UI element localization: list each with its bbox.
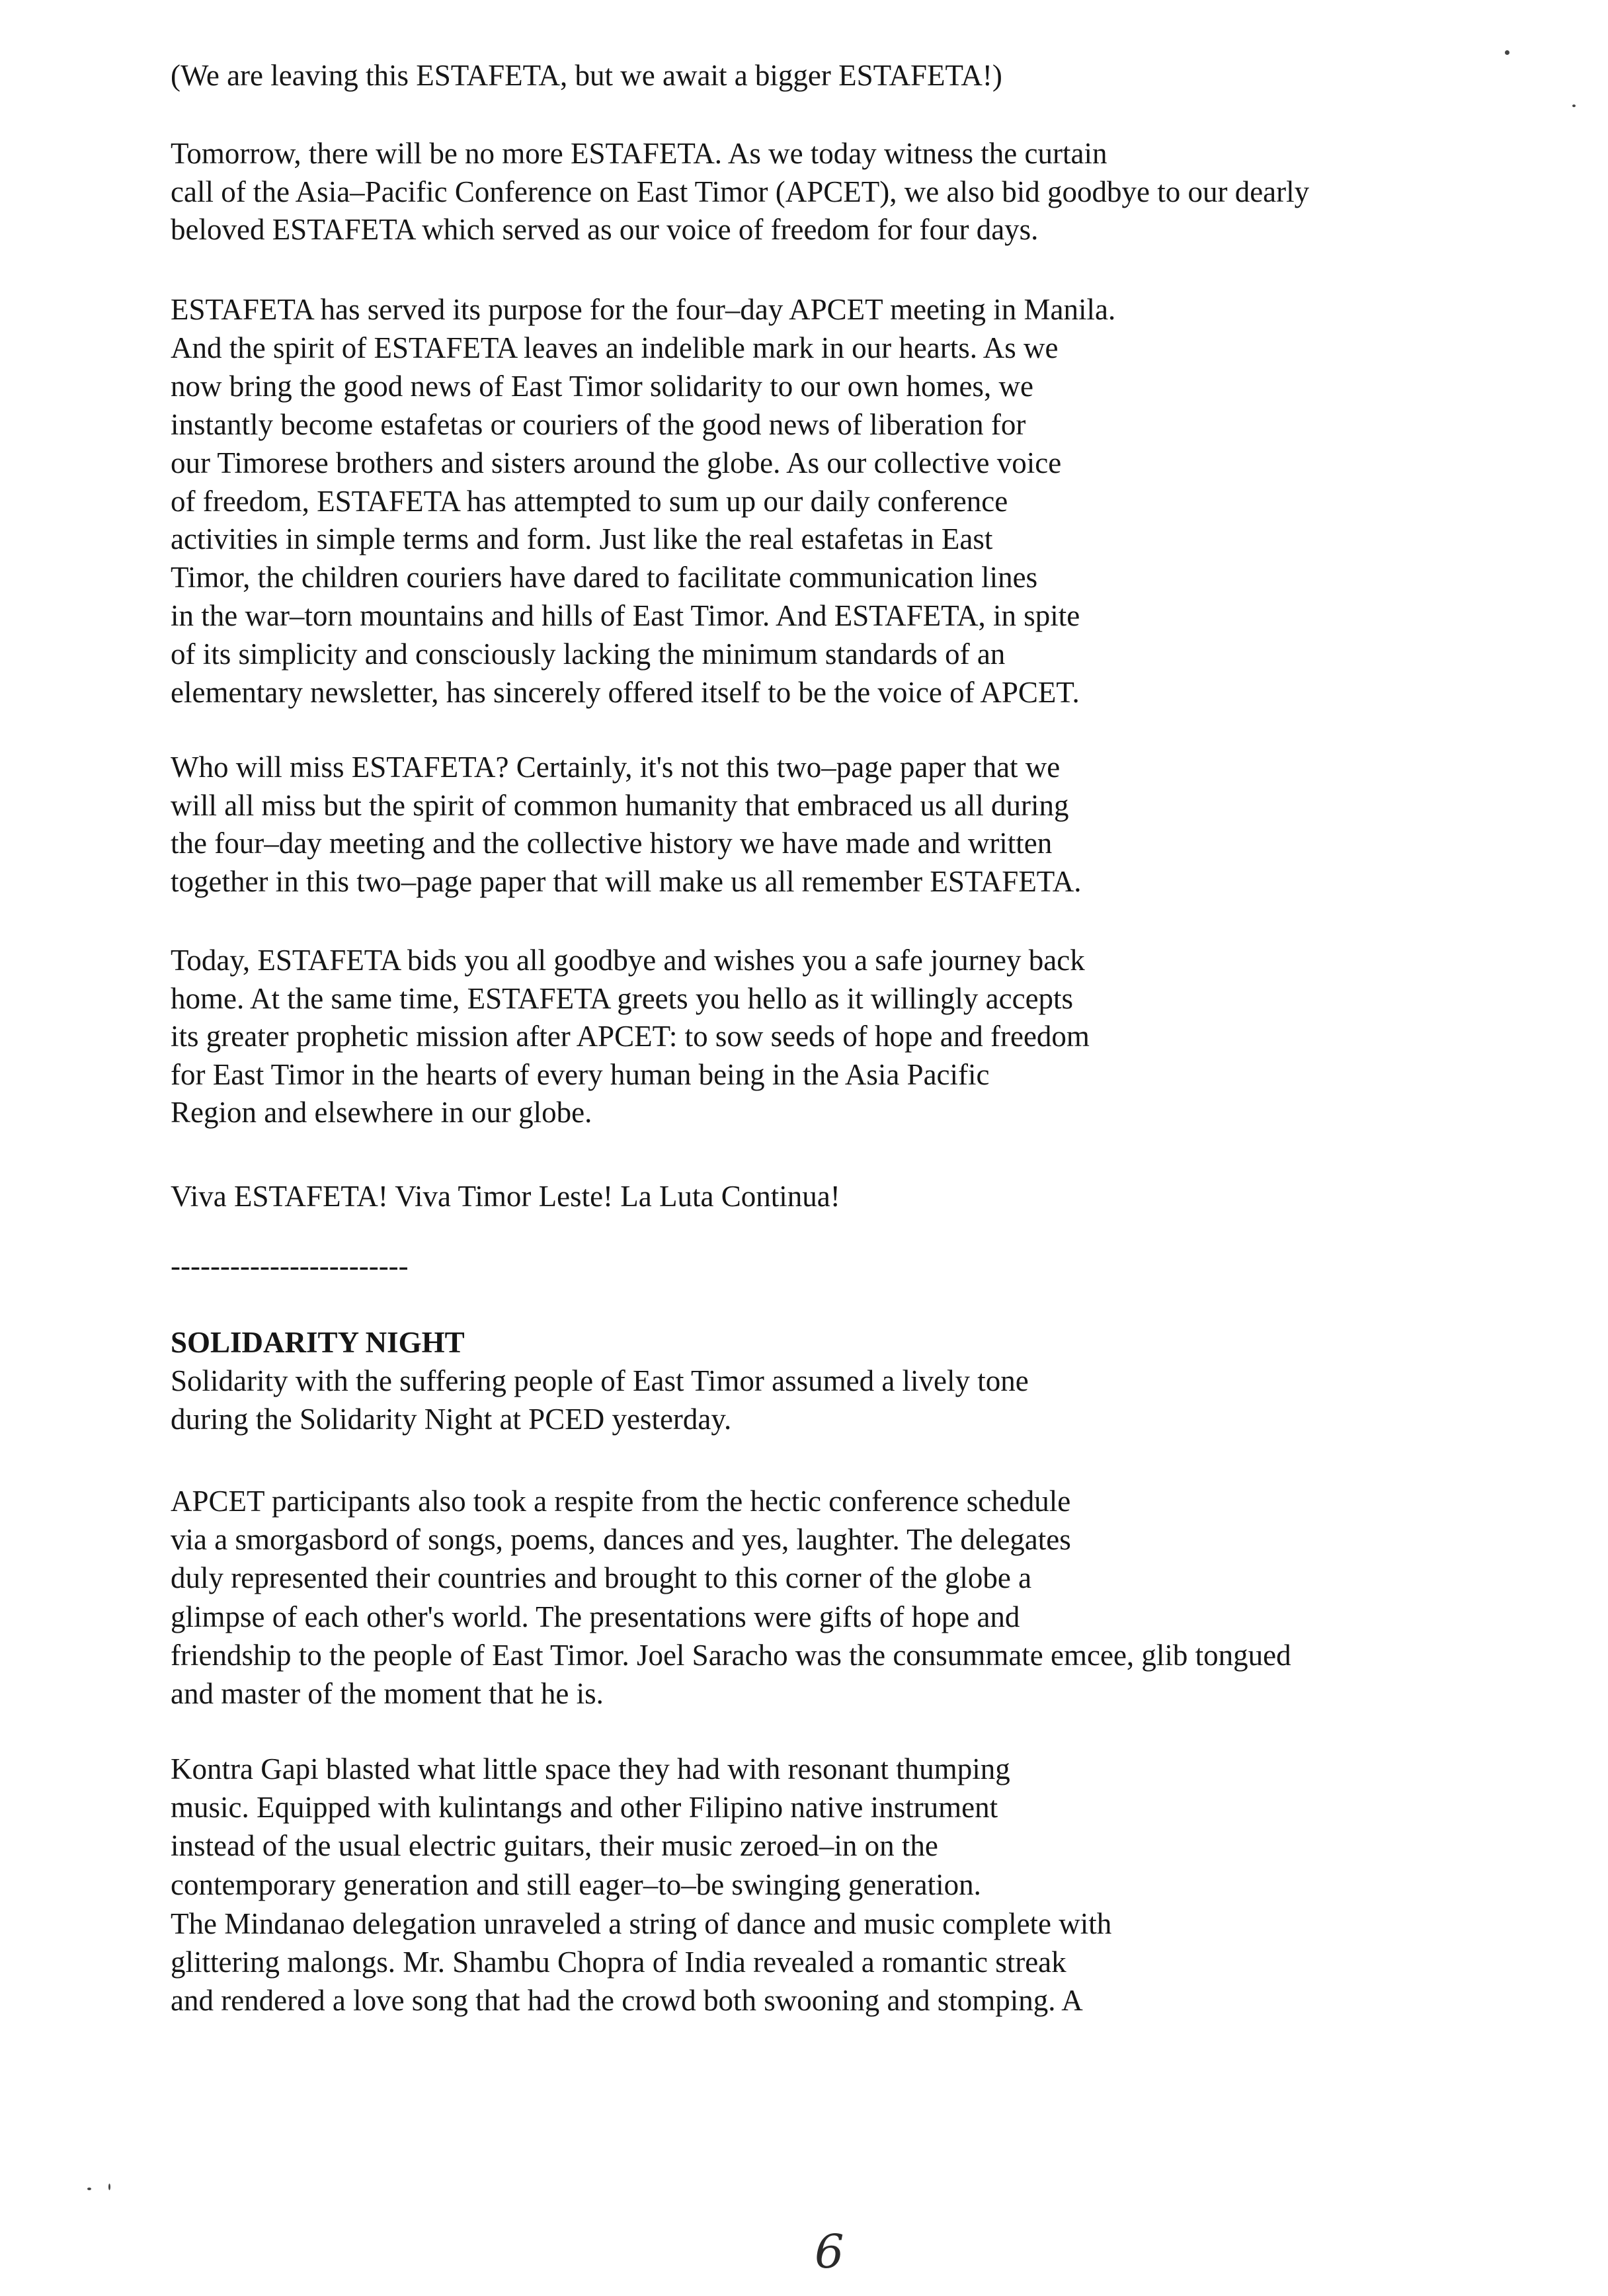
paragraph-line: Today, ESTAFETA bids you all goodbye and wishes you a safe journey back [171, 944, 1085, 977]
paragraph-line: home. At the same time, ESTAFETA greets you hello as it willingly accepts [171, 982, 1074, 1015]
section-paragraph-line: APCET participants also took a respite from the hectic conference schedule [171, 1485, 1071, 1518]
section-paragraph-line: during the Solidarity Night at PCED yesterday. [171, 1403, 732, 1436]
paragraph-line: call of the Asia–Pacific Conference on East Timor (APCET), we also bid goodbye to our dearly [171, 175, 1310, 208]
paragraph-line: And the spirit of ESTAFETA leaves an indelible mark in our hearts. As we [171, 331, 1059, 364]
section-paragraph-line: and rendered a love song that had the crowd both swooning and stomping. A [171, 1984, 1083, 2017]
section-paragraph-line: contemporary generation and still eager–to–be swinging generation. [171, 1868, 981, 1901]
scan-speck [87, 2188, 91, 2190]
paragraph-line: Region and elsewhere in our globe. [171, 1096, 592, 1129]
scan-speck [108, 2184, 110, 2190]
paragraph-line: its greater prophetic mission after APCET: to sow seeds of hope and freedom [171, 1020, 1090, 1053]
handwritten-page-number: 6 [815, 2225, 844, 2279]
paragraph-line: for East Timor in the hearts of every human being in the Asia Pacific [171, 1058, 990, 1091]
paragraph-line: beloved ESTAFETA which served as our voice of freedom for four days. [171, 213, 1039, 246]
paragraph-line: of its simplicity and consciously lacking the minimum standards of an [171, 637, 1006, 671]
paragraph-line: Viva ESTAFETA! Viva Timor Leste! La Luta Continua! [171, 1180, 840, 1213]
paragraph-line: instantly become estafetas or couriers of the good news of liberation for [171, 408, 1026, 441]
paragraph-line: together in this two–page paper that will make us all remember ESTAFETA. [171, 865, 1082, 898]
paragraph-line: in the war–torn mountains and hills of East Timor. And ESTAFETA, in spite [171, 599, 1080, 632]
section-paragraph-line: instead of the usual electric guitars, their music zeroed–in on the [171, 1829, 938, 1862]
paragraph-line: now bring the good news of East Timor solidarity to our own homes, we [171, 370, 1033, 403]
paragraph-line: Timor, the children couriers have dared to facilitate communication lines [171, 561, 1038, 594]
section-paragraph-line: duly represented their countries and brought to this corner of the globe a [171, 1561, 1032, 1594]
section-separator: ------------------------ [171, 1249, 409, 1282]
paragraph-line: activities in simple terms and form. Just like the real estafetas in East [171, 522, 993, 555]
paragraph-line: ESTAFETA has served its purpose for the four–day APCET meeting in Manila. [171, 293, 1116, 326]
section-paragraph-line: music. Equipped with kulintangs and other Filipino native instrument [171, 1791, 998, 1824]
paragraph-line: of freedom, ESTAFETA has attempted to sum up our daily conference [171, 485, 1008, 518]
section-paragraph-line: glittering malongs. Mr. Shambu Chopra of India revealed a romantic streak [171, 1946, 1066, 1979]
paragraph-line: our Timorese brothers and sisters around the globe. As our collective voice [171, 446, 1062, 479]
section-paragraph-line: friendship to the people of East Timor. Joel Saracho was the consummate emcee, glib tongued [171, 1639, 1291, 1672]
paragraph-line: Tomorrow, there will be no more ESTAFETA. As we today witness the curtain [171, 137, 1107, 170]
intro-line: (We are leaving this ESTAFETA, but we await a bigger ESTAFETA!) [171, 59, 1002, 92]
paragraph-line: will all miss but the spirit of common humanity that embraced us all during [171, 789, 1069, 822]
scan-speck [1572, 104, 1576, 107]
section-paragraph-line: The Mindanao delegation unraveled a string of dance and music complete with [171, 1907, 1112, 1940]
section-paragraph-line: and master of the moment that he is. [171, 1677, 604, 1710]
section-paragraph-line: glimpse of each other's world. The presentations were gifts of hope and [171, 1600, 1020, 1633]
section-heading: SOLIDARITY NIGHT [171, 1326, 465, 1359]
section-paragraph-line: Solidarity with the suffering people of East Timor assumed a lively tone [171, 1364, 1029, 1397]
section-paragraph-line: via a smorgasbord of songs, poems, dances and yes, laughter. The delegates [171, 1523, 1071, 1556]
section-paragraph-line: Kontra Gapi blasted what little space they had with resonant thumping [171, 1752, 1010, 1785]
paragraph-line: elementary newsletter, has sincerely offered itself to be the voice of APCET. [171, 676, 1080, 709]
paragraph-line: Who will miss ESTAFETA? Certainly, it's not this two–page paper that we [171, 751, 1061, 784]
scan-speck [1505, 50, 1509, 55]
paragraph-line: the four–day meeting and the collective history we have made and written [171, 827, 1053, 860]
